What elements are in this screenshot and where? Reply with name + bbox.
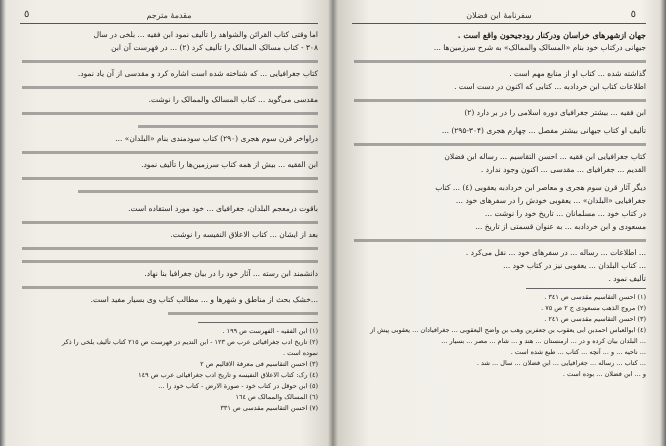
text-line: مسعودی و ابن خردادبه ... به عنوان قسمتی از تاریخ ... [475, 222, 646, 231]
footnote: (٤) ابوالعباس احمدبن ابی یعقوب بن جعفربن وهب بن واضح الیعقوبی ... جغرافیادان ... یعقوبی پیش از [370, 326, 646, 334]
text-line: در کتاب خود ... مسلمانان ... تاریخ خود را نوشت ... [484, 209, 646, 218]
text-line: کتاب جغرافیایی ... که شناخته شده است اشاره کرد و مقدسی از آن یاد نمود. [77, 69, 318, 78]
footnote: ... البلدان بیان کرده و در ... ارمنستان ... هند و ... شام ... مصر ... بسیار ... [441, 337, 646, 345]
footnote: (۲) تاریخ ادب جغرافیائی عرب ص ١٢٣ - ابن الندیم در فهرست ص ٢١٥ کتاب تألیف بلخی را ذکر [62, 338, 318, 346]
text-line [20, 108, 318, 118]
left-page [8, 0, 330, 446]
text-line: دیگر آثار قرن سوم هجری و معاصر ابن خردادبه یعقوبی (٤) ... کتاب [435, 183, 646, 192]
text-line: کتاب جغرافیایی ابن فقیه ... احسن التقاسیم ... رساله ابن فضلان [444, 152, 646, 161]
left-footnotes [20, 327, 318, 412]
right-page-number: ٥ [630, 9, 636, 20]
left-page-number: ٥ [24, 9, 30, 20]
footnote: ... ناحیه ... و ... آنچه ... کتاب ... طبع شده است . [510, 348, 646, 356]
text-line: جیهانی درکتاب خود بنام «المسالک والممالک» به شرح سرزمین‌ها ... [433, 43, 646, 52]
header-rule [20, 23, 318, 24]
text-line [20, 256, 318, 266]
text-line [20, 308, 318, 318]
footnote-rule [198, 322, 318, 323]
text-line: مقدسی می‌گوید ... کتاب المسالک والممالک را نوشت. [148, 95, 318, 104]
footnote: (٦) المسالک والممالک ص ١٦٤ [235, 393, 318, 401]
footnote-rule [526, 288, 646, 289]
text-line: القدیم ... جغرافیای ... مقدسی ... اکنون وجود ندارد . [480, 165, 646, 174]
text-line [20, 186, 318, 196]
header-rule [352, 23, 646, 24]
text-line: جغرافیایی «البلدان» ... یعقوبی خودش را در سفرهای خود ... [455, 196, 646, 205]
text-line: تألیف او کتاب جیهانی بیشتر مفصل ... چهارم هجری (۳۰۴-۲۹۵) ... [441, 126, 646, 135]
text-line [20, 56, 318, 66]
text-line [352, 95, 646, 105]
text-line [20, 282, 318, 292]
right-page-header [352, 9, 646, 23]
text-line [20, 217, 318, 227]
text-line: دراواخر قرن سوم هجری (۲۹۰) کتاب سودمندی بنام «البلدان» ... [115, 134, 318, 143]
text-line: ابن الفقیه ... بیش از همه کتاب سرزمین‌ها را تألیف نمود. [141, 160, 318, 169]
text-line: جهان ازشهرهای خراسان ودرکنار رودجیحون واقع است . [457, 30, 646, 40]
footnote: (۳) احسن التقاسیم مقدسی ص ٢٤١ . [544, 315, 646, 323]
text-line [352, 139, 646, 149]
right-page [340, 0, 658, 446]
right-page-body [352, 30, 646, 440]
text-line [20, 173, 318, 183]
text-line: بعد از ایشان ... کتاب الاعلاق النفیسه را نوشت. [170, 230, 318, 239]
footnote: (۱) ابن الفقیه - الفهرست ص ١٩٩ . [222, 327, 318, 335]
footnote: نموده است . [282, 349, 318, 357]
text-line [20, 243, 318, 253]
footnote: (۳) احسن التقاسیم فی معرفة الاقالیم ص ٢ [200, 360, 318, 368]
text-line [352, 235, 646, 245]
text-line: تألیف نمود . [608, 274, 646, 283]
text-line: گذاشته شده ... کتاب او از منابع مهم است . [509, 69, 646, 78]
text-line: اما وقتی کتاب القرائن والشواهد را تألیف نمود ابن فقیه ... بلخی در سال [93, 30, 318, 39]
right-footnotes [352, 293, 646, 378]
text-line: ... کتاب البلدان ... یعقوبی نیز در کتاب خود ... [503, 261, 646, 270]
text-line: ... اطلاعات ... رساله ... در سفرهای خود ... نقل می‌کرد . [465, 248, 646, 257]
text-line [20, 121, 318, 131]
text-line [20, 147, 318, 157]
footnote: (۲) مروج الذهب مسعودی ج ٢ ص ٧٥ . [541, 304, 646, 312]
footnote: (٧) احسن التقاسیم مقدسی ص ٣٣١ [220, 404, 318, 412]
footnote: (۱) احسن التقاسیم مقدسی ص ٣٤١ . [544, 293, 646, 301]
footnote: (٤) رک: کتاب الاعلاق النفیسه و تاریخ ادب جغرافیائی عرب ص ١٤٩ [138, 371, 318, 379]
text-line: ...خشک بحث از مناطق و شهرها و ... مطالب کتاب وی بسیار مفید است. [90, 295, 318, 304]
text-line: دانشمند ابن رسته ... آثار خود را در بیان جغرافیا بنا نهاد. [144, 269, 318, 278]
footnote: و ... ابن فضلان ... بوده است . [562, 370, 646, 378]
right-page-running-title: سفرنامهٔ ابن فضلان [466, 11, 532, 20]
left-page-body [20, 30, 318, 440]
text-line: ۳۰۸ - کتاب مسالک الممالک را تألیف کرد (۲) ... در فهرست آن ابن [111, 43, 318, 52]
text-line: اطلاعات کتاب ابن خردادبه ... کتابی که اکنون در دست است . [454, 82, 646, 91]
text-line [20, 82, 318, 92]
footnote: (٥) ابن حوقل در کتاب خود - صورة الارض - کتاب خود را ... [158, 382, 318, 390]
left-page-running-title: مقدمهٔ مترجم [146, 11, 192, 20]
text-line: باقوت درمعجم البلدان، جغرافیای ... خود مورد استفاده است. [128, 204, 318, 213]
text-line: ابن فقیه ... بیشتر جغرافیای دوره اسلامی را در بر دارد (۲) [464, 108, 646, 117]
left-page-header [20, 9, 318, 23]
footnote: ... کتاب ... رساله ... جغرافیایی ... ابن فضلان ... سال ... شد . [476, 359, 646, 367]
text-line [352, 56, 646, 66]
